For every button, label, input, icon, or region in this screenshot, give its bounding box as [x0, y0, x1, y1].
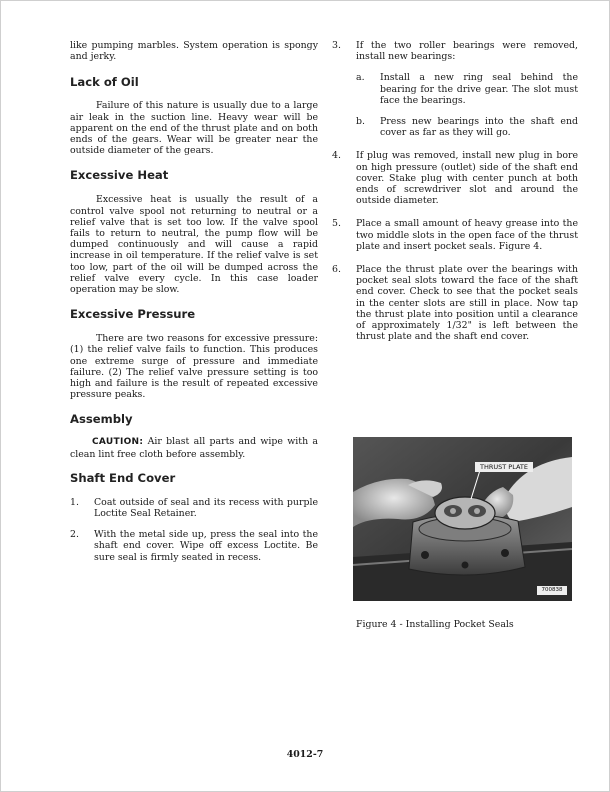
caution-text: Air blast all parts and wipe with a clean lint free cloth before assembly. — [70, 436, 318, 460]
list-item — [332, 218, 578, 252]
item-number: 6. — [332, 264, 341, 276]
heading-shaft-end-cover: Shaft End Cover — [70, 470, 176, 485]
list-item — [332, 40, 578, 62]
sub-list-item — [332, 116, 578, 138]
item-text: Place the thrust plate over the bearings with pocket seal slots toward the face of the shaft end cover. Check to see that the pocket seals in the center slots are still in place. Now tap the thrust plate into position until a clearance of approximately 1/32" is left between the thrust plate and the shaft end cover. — [356, 264, 578, 343]
item-text: With the metal side up, press the seal into the shaft end cover. Wipe off excess Loctite. Be sure seal is firmly seated in recess. — [94, 529, 318, 563]
list-item — [70, 529, 318, 563]
item-number: 2. — [70, 529, 79, 541]
photo-code: 700838 — [541, 587, 563, 593]
caution-label: CAUTION: — [92, 437, 144, 448]
item-number: 4. — [332, 150, 341, 162]
item-number: 1. — [70, 496, 79, 508]
excessive-pressure-paragraph: There are two reasons for excessive pressure: (1) the relief valve fails to function. This produces one extreme surge of pressure and immediate failure. (2) The relief valve pressure setting is too high and failure is the result of repeated excessive pressure peaks. — [70, 333, 318, 401]
left-column — [70, 40, 318, 563]
right-column — [332, 40, 578, 342]
figure-photo — [353, 437, 572, 601]
sub-item-letter: a. — [356, 72, 365, 84]
sub-item-text: Install a new ring seal behind the bearing for the drive gear. The slot must face the bearings. — [380, 72, 578, 106]
heading-excessive-heat: Excessive Heat — [70, 168, 169, 183]
thrust-plate-callout: THRUST PLATE — [479, 463, 528, 471]
intro-paragraph: like pumping marbles. System operation is spongy and jerky. — [70, 40, 318, 63]
sub-list-item — [332, 72, 578, 106]
photo-illustration — [353, 437, 572, 601]
list-item — [332, 264, 578, 342]
caution-paragraph — [70, 436, 318, 459]
heading-lack-of-oil: Lack of Oil — [70, 75, 139, 90]
lack-of-oil-paragraph: Failure of this nature is usually due to a large air leak in the suction line. Heavy wear will be apparent on the end of the thrust plate and on both ends of the gears. Wear will be greater near the outside diameter of the gears. — [70, 100, 318, 157]
item-number: 3. — [332, 40, 341, 51]
excessive-heat-paragraph: Excessive heat is usually the result of a control valve spool not returning to neutral or a relief valve that is set too low. If the valve spool fails to return to neutral, the pump flow will be dumped continuously and will cause a rapid increase in oil temperature. If the relief valve is set too low, part of the oil will be dumped across the relief valve every cycle. In this case loader operation may be slow. — [70, 194, 318, 296]
sub-item-letter: b. — [356, 116, 365, 128]
item-number: 5. — [332, 218, 341, 230]
list-item — [70, 497, 318, 519]
figure-caption: Figure 4 - Installing Pocket Seals — [356, 619, 514, 630]
heading-excessive-pressure: Excessive Pressure — [70, 307, 196, 322]
item-text: Coat outside of seal and its recess with purple Loctite Seal Retainer. — [94, 496, 318, 520]
sub-item-text: Press new bearings into the shaft end cover as far as they will go. — [380, 116, 578, 139]
item-text: Place a small amount of heavy grease into the two middle slots in the open face of the thrust plate and insert pocket seals. Figure 4. — [356, 218, 578, 252]
heading-assembly: Assembly — [70, 412, 133, 427]
item-text: If the two roller bearings were removed, install new bearings: — [356, 40, 578, 63]
item-text: If plug was removed, install new plug in bore on high pressure (outlet) side of the shaft end cover. Stake plug with center punch at both ends of screwdriver slot and around the outside diameter. — [356, 150, 578, 207]
list-item — [332, 150, 578, 206]
page-number: 4012-7 — [286, 749, 324, 760]
